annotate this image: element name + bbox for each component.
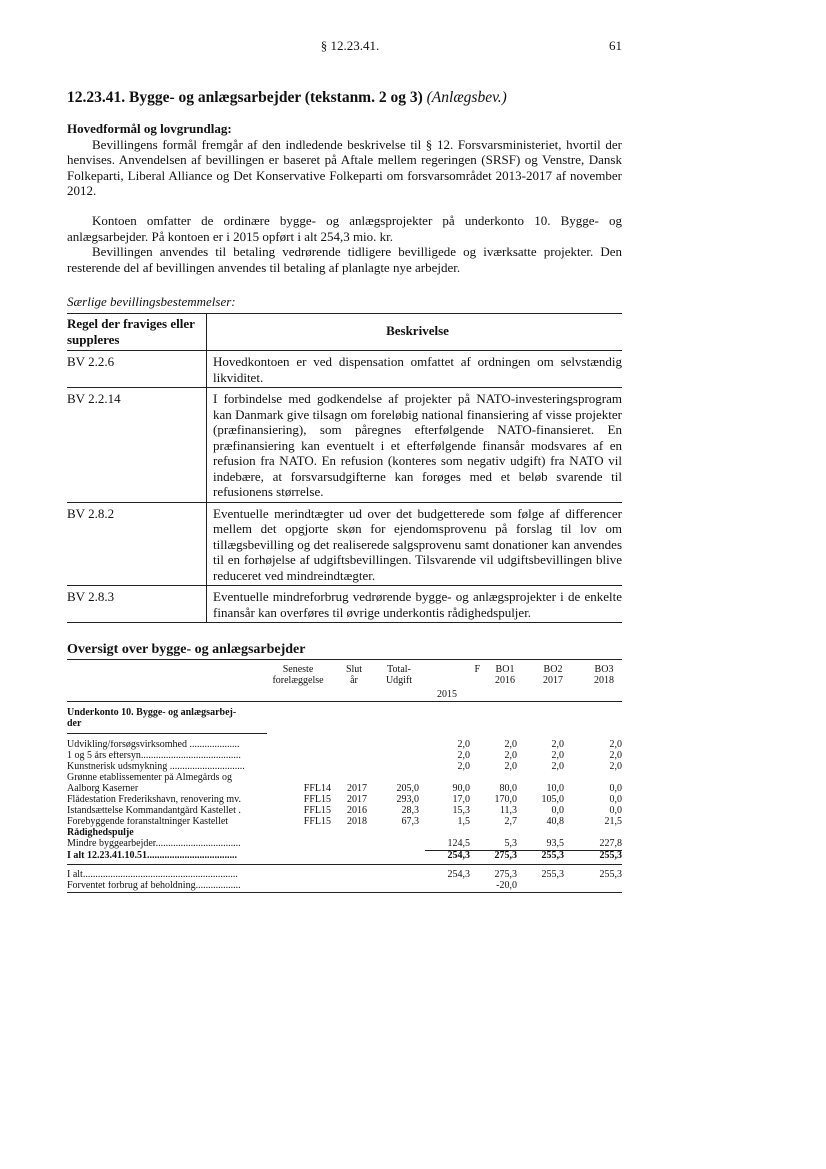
rule-code: BV 2.8.3 bbox=[67, 589, 115, 604]
col-head-bo3: BO3 2018 bbox=[594, 664, 614, 686]
rule-code: BV 2.8.2 bbox=[67, 505, 115, 521]
col-head-total: Total- Udgift bbox=[385, 664, 413, 686]
table-row: Grønne etablissementer på Almegårds og bbox=[67, 773, 232, 783]
col-head-slut: Slut år bbox=[345, 664, 363, 686]
intro-paragraph-3: Bevillingen anvendes til betaling vedrørende tidligere bevilligede og iværksatte projekter. Den resterende del af bevillingen anvendes til betaling af planlagte nye arbejder. bbox=[67, 244, 622, 275]
table-row: Aalborg Kaserner FFL14 2017 205,0 90,0 80,0 10,0 0,0 bbox=[67, 783, 622, 794]
intro-heading: Hovedformål og lovgrundlag: bbox=[67, 121, 232, 136]
page-number: 61 bbox=[609, 38, 622, 53]
rules-row bbox=[67, 351, 622, 388]
page-title bbox=[67, 89, 507, 107]
intro-section-2 bbox=[67, 213, 622, 275]
expected-row: Forventet forbrug af beholdning.................. -20,0 bbox=[67, 880, 517, 891]
rules-row bbox=[67, 388, 622, 503]
overview-top-rule bbox=[67, 659, 622, 660]
total-row: I alt.............................................................. 254,3 275,3 255,3 255,3 bbox=[67, 869, 622, 880]
rules-table bbox=[67, 313, 622, 623]
rules-header-right: Beskrivelse bbox=[206, 314, 622, 350]
table-row: Udvikling/forsøgsvirksomhed .................... 2,0 2,0 2,0 2,0 bbox=[67, 739, 622, 750]
rule-description: I forbindelse med godkendelse af projekter på NATO-investeringsprogram kan Danmark give tilsagn om foreløbig national finansiering af visse projekter (præfinansiering), som påregnes efterfølgende NATO-finansieret. En præfinansiering kan eventuelt i et efterfølgende finansår modsvares af en refusion fra NATO. En refusion (konteres som negativ udgift) fra NATO vil indebære, at forsvarsudgifterne kan forøges med et beløb svarende til refusionens størrelse. bbox=[206, 388, 622, 502]
col-head-f-year: 2015 bbox=[437, 689, 457, 700]
col-head-f: F bbox=[474, 664, 480, 675]
rules-header-row bbox=[67, 314, 622, 351]
col-head-seneste: Seneste forelæggelse bbox=[272, 664, 324, 686]
intro-paragraph-2: Kontoen omfatter de ordinære bygge- og anlægsprojekter på underkonto 10. Bygge- og anlægsarbejder. På kontoen er i 2015 opført i alt 254,3 mio. kr. bbox=[67, 213, 622, 244]
col-head-bo2: BO2 2017 bbox=[543, 664, 563, 686]
table-row: Kunstnerisk udsmykning .............................. 2,0 2,0 2,0 2,0 bbox=[67, 761, 622, 772]
table-row: Forebyggende foranstaltninger Kastellet FFL15 2018 67,3 1,5 2,7 40,8 21,5 bbox=[67, 816, 622, 827]
subtotal-row: I alt 12.23.41.10.51.................................... 254,3 275,3 255,3 255,3 bbox=[67, 850, 622, 861]
table-row: 1 og 5 års eftersyn........................................ 2,0 2,0 2,0 2,0 bbox=[67, 750, 622, 761]
group-heading: Underkonto 10. Bygge- og anlægsarbej- bbox=[67, 708, 237, 718]
rule-description: Eventuelle merindtægter ud over det budgetterede som følge af differencer mellem det opgjorte skøn for ejendomsprovenu på forslag til lov om tillægsbevilling og det realiserede salgsprovenu samt donationer kan anvendes til en forhøjelse af udgiftsbevillingen. Tilsvarende vil udgiftsbevillingen blive reduceret ved mindreindtægter. bbox=[206, 503, 622, 586]
rules-caption: Særlige bevillingsbestemmelser: bbox=[67, 294, 236, 309]
rule-code: BV 2.2.14 bbox=[67, 391, 121, 406]
rule-code: BV 2.2.6 bbox=[67, 354, 115, 369]
rule-description: Hovedkontoen er ved dispensation omfattet af ordningen om selvstændig likviditet. bbox=[206, 351, 622, 387]
title-italic: (Anlægsbev.) bbox=[426, 89, 507, 106]
intro-section bbox=[67, 121, 622, 199]
rules-row bbox=[67, 503, 622, 587]
table-row: Flådestation Frederikshavn, renovering mv. FFL15 2017 293,0 17,0 170,0 105,0 0,0 bbox=[67, 794, 622, 805]
title-main: 12.23.41. Bygge- og anlægsarbejder (tekstanm. 2 og 3) bbox=[67, 89, 423, 106]
rules-row bbox=[67, 586, 622, 623]
col-head-bo1: BO1 2016 bbox=[495, 664, 515, 686]
group-heading-cont: der bbox=[67, 719, 82, 729]
table-row: Istandsættelse Kommandantgård Kastellet . FFL15 2016 28,3 15,3 11,3 0,0 0,0 bbox=[67, 805, 622, 816]
overview-title: Oversigt over bygge- og anlægsarbejder bbox=[67, 642, 306, 657]
intro-paragraph-1: Bevillingens formål fremgår af den indledende beskrivelse til § 12. Forsvarsministeriet, hvortil der henvises. Anvendelsen af bevillingen er baseret på Aftale mellem regeringen (SRSF) og Venstre, Dansk Folkeparti, Liberal Alliance og Det Konservative Folkeparti om forsvarsområdet 2013-2017 af november 2012. bbox=[67, 136, 622, 198]
section-reference: § 12.23.41. bbox=[320, 38, 380, 53]
table-row: Mindre byggearbejder.................................. 124,5 5,3 93,5 227,8 bbox=[67, 838, 622, 849]
pool-heading: Rådighedspulje bbox=[67, 828, 134, 838]
rule-description: Eventuelle mindreforbrug vedrørende bygge- og anlægsprojekter i de enkelte finansår kan overføres til øvrige underkontis rådighedspuljer. bbox=[206, 586, 622, 622]
rules-header-left: Regel der fraviges eller suppleres bbox=[67, 316, 195, 347]
